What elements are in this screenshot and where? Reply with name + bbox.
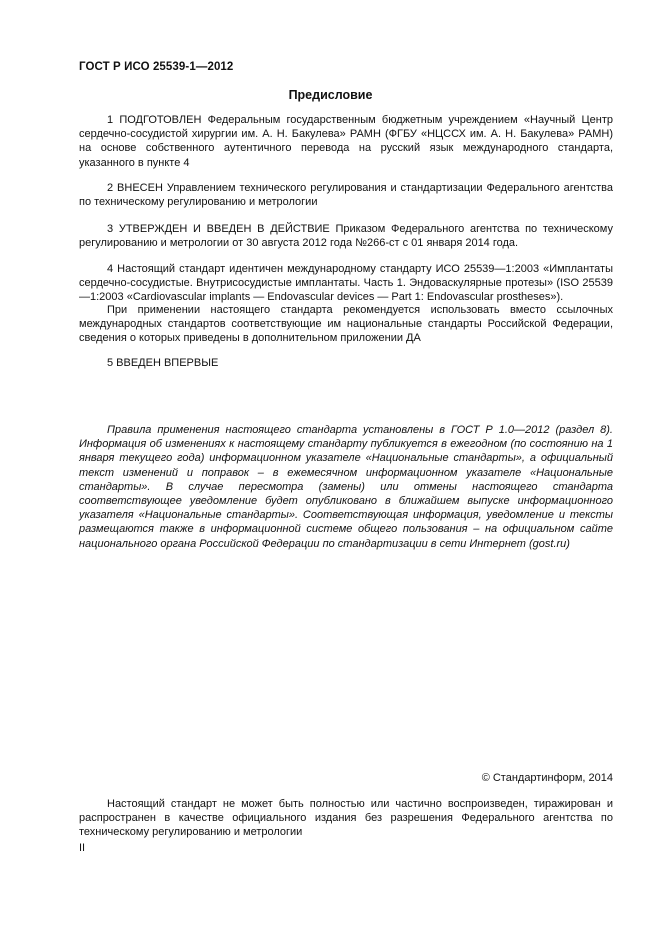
- paragraph-4-identical: 4 Настоящий стандарт идентичен международному стандарту ИСО 25539—1:2003 «Имплантаты сердечно-сосудистые. Внутрисосудистые имплантаты. Часть 1. Эндоваскулярные протезы» (ISO 25539—1:2003 «Cardiovascular implants — Endovascular devices — Part 1: Endovascular prostheses»).: [79, 263, 613, 304]
- paragraph-5-introduced: 5 ВВЕДЕН ВПЕРВЫЕ: [107, 357, 219, 369]
- paragraph-1-prepared: 1 ПОДГОТОВЛЕН Федеральным государственным бюджетным учреждением «Научный Центр сердечно-сосудистой хирургии им. А. Н. Бакулева» РАМН (ФГБУ «НЦССХ им. А. Н. Бакулева» РАМН) на основе собственного аутентичного перевода на русский язык международного стандарта, указанного в пункте 4: [79, 114, 613, 169]
- page-number: II: [79, 842, 86, 854]
- copyright-line: © Стандартинформ, 2014: [481, 772, 613, 784]
- document-code: ГОСТ Р ИСО 25539-1—2012: [79, 61, 234, 73]
- reproduction-notice: Настоящий стандарт не может быть полностью или частично воспроизведен, тиражирован и распространен в качестве официального издания без разрешения Федерального агентства по техническому регулированию и метрологии: [79, 798, 613, 839]
- paragraph-4-application: При применении настоящего стандарта рекомендуется использовать вместо ссылочных международных стандартов соответствующие им национальные стандарты Российской Федерации, сведения о которых приведены в дополнительном приложении ДА: [79, 304, 613, 345]
- paragraph-3-approved: 3 УТВЕРЖДЕН И ВВЕДЕН В ДЕЙСТВИЕ Приказом Федерального агентства по техническому регулированию и метрологии от 30 августа 2012 года №266-ст с 01 января 2014 года.: [79, 223, 613, 250]
- section-title: Предисловие: [288, 88, 373, 102]
- rules-notice: Правила применения настоящего стандарта установлены в ГОСТ Р 1.0—2012 (раздел 8). Информация об изменениях к настоящему стандарту публикуется в ежегодном (по состоянию на 1 января текущего года) информационном указателе «Национальные стандарты», а официальный текст изменений и поправок – в ежемесячном информационном указателе «Национальные стандарты». В случае пересмотра (замены) или отмены настоящего стандарта соответствующее уведомление будет опубликовано в ближайшем выпуске информационного указателя «Национальные стандарты». Соответствующая информация, уведомление и тексты размещаются также в информационной системе общего пользования – на официальном сайте национального органа Российской Федерации по стандартизации в сети Интернет (gost.ru): [79, 424, 613, 550]
- paragraph-2-submitted: 2 ВНЕСЕН Управлением технического регулирования и стандартизации Федерального агентства по техническому регулированию и метрологии: [79, 182, 613, 209]
